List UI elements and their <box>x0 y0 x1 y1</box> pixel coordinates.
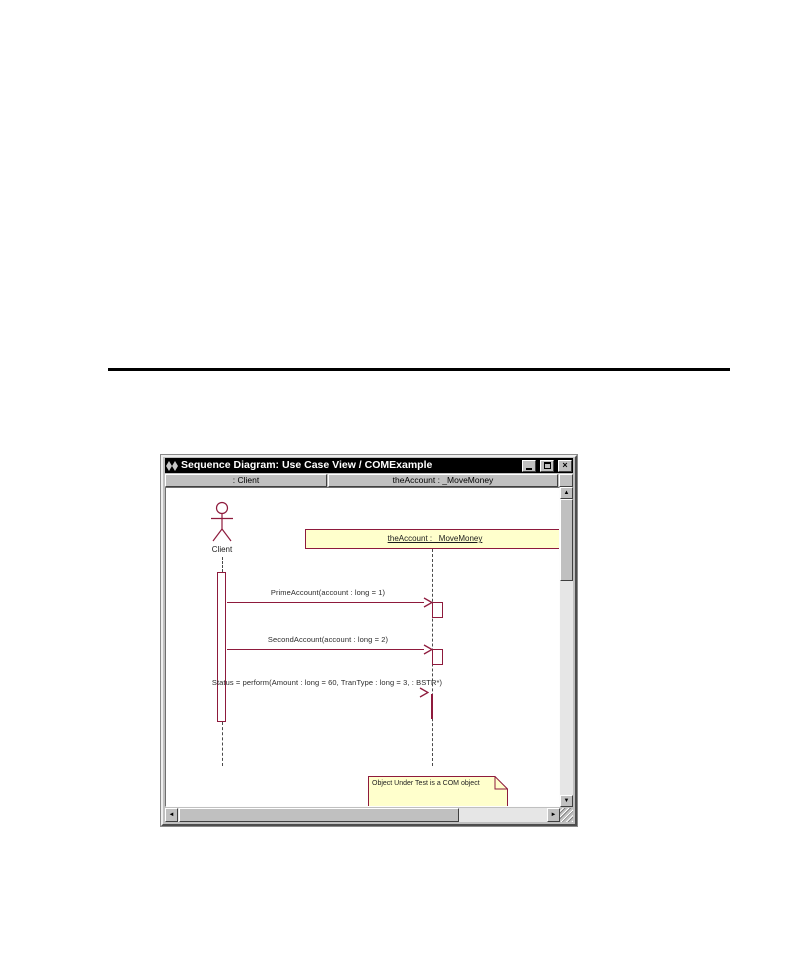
object-box-label: theAccount : _MoveMoney <box>387 534 483 543</box>
window-title: Sequence Diagram: Use Case View / COMExample <box>181 459 433 471</box>
message-3-label: Status = perform(Amount : long = 60, TranType : long = 3, : BSTR*) <box>211 678 443 687</box>
window-titlebar[interactable] <box>165 458 573 473</box>
left-arrow-icon: ◄ <box>168 812 175 818</box>
message-2-line[interactable] <box>227 649 424 650</box>
vertical-scroll-thumb[interactable] <box>560 499 573 581</box>
message-1-line[interactable] <box>227 602 424 603</box>
vertical-scroll-track[interactable] <box>560 581 573 795</box>
up-arrow-icon: ▲ <box>563 490 570 496</box>
horizontal-scroll-thumb[interactable] <box>179 808 459 822</box>
restore-icon <box>544 462 551 469</box>
column-header-client[interactable]: : Client <box>165 474 327 487</box>
actor-figure[interactable] <box>204 501 240 547</box>
close-icon: × <box>562 460 568 470</box>
sequence-diagram-window <box>161 455 577 826</box>
message-2-label: SecondAccount(account : long = 2) <box>267 635 389 644</box>
object-box-theaccount[interactable] <box>305 529 560 549</box>
client-lifeline <box>222 557 223 572</box>
scroll-right-button[interactable] <box>547 808 560 822</box>
vertical-scrollbar[interactable] <box>560 487 573 807</box>
diagram-canvas[interactable] <box>165 487 560 807</box>
sequence-diagram-icon <box>166 461 178 471</box>
column-header-theaccount[interactable]: theAccount : _MoveMoney <box>328 474 558 487</box>
message-3-arrowhead-icon <box>418 687 429 698</box>
down-arrow-icon: ▼ <box>563 798 570 804</box>
horizontal-rule <box>108 368 730 371</box>
scroll-left-button[interactable] <box>165 808 178 822</box>
note-text: Object Under Test is a COM object <box>372 780 480 787</box>
horizontal-scrollbar[interactable] <box>165 808 560 822</box>
message-1-label: PrimeAccount(account : long = 1) <box>270 588 386 597</box>
actor-label: Client <box>211 545 233 554</box>
restore-button[interactable] <box>540 460 554 472</box>
resize-grip[interactable] <box>560 808 573 822</box>
client-activation-bar[interactable] <box>217 572 226 722</box>
close-button[interactable] <box>558 460 572 472</box>
right-arrow-icon: ► <box>550 812 557 818</box>
minimize-icon <box>526 468 532 470</box>
column-header-empty <box>559 474 573 487</box>
scroll-down-button[interactable] <box>560 795 573 807</box>
lifeline-header-row <box>165 474 573 487</box>
theaccount-activation-2[interactable] <box>432 649 443 665</box>
minimize-button[interactable] <box>522 460 536 472</box>
horizontal-scroll-track[interactable] <box>459 808 547 822</box>
theaccount-activation-3[interactable] <box>431 694 433 719</box>
scroll-up-button[interactable] <box>560 487 573 499</box>
theaccount-activation-1[interactable] <box>432 602 443 618</box>
client-lifeline-lower <box>222 722 223 766</box>
